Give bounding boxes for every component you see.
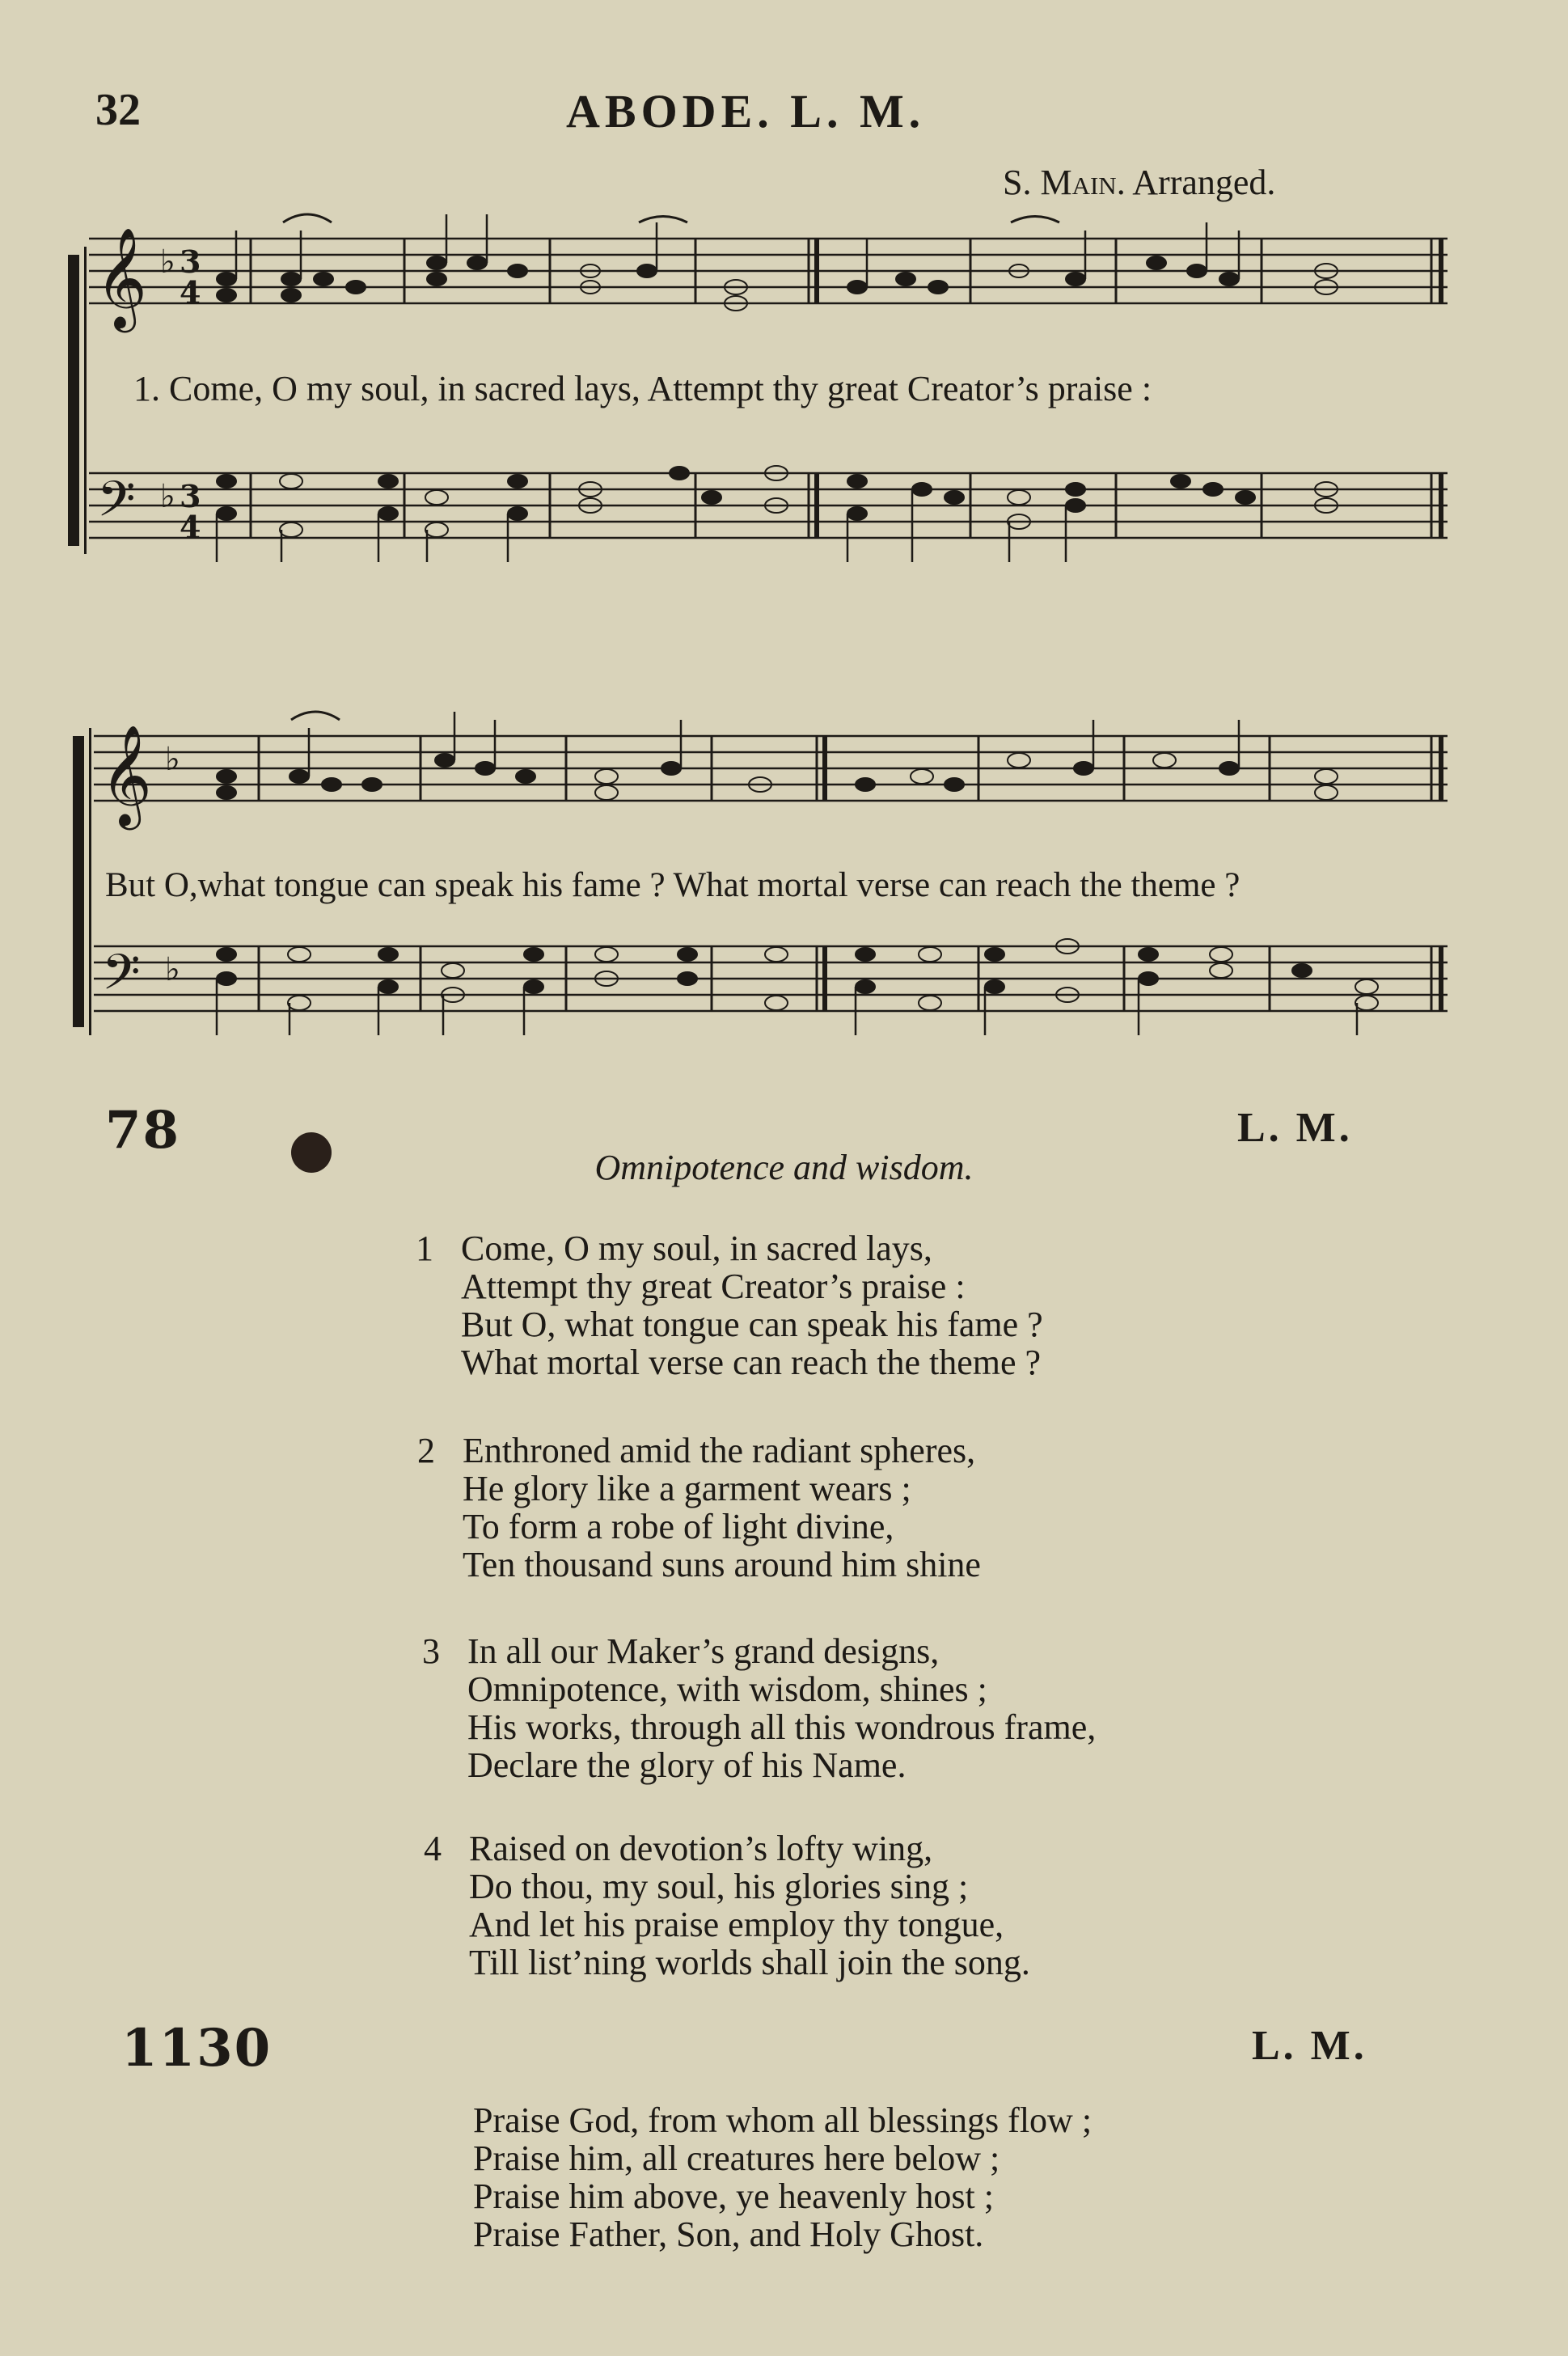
stanza-line: But O, what tongue can speak his fame ? bbox=[461, 1305, 1043, 1344]
tune-title: ABODE. L. M. bbox=[566, 85, 926, 137]
stanza-number: 2 bbox=[417, 1431, 435, 1470]
svg-text:4: 4 bbox=[180, 274, 201, 311]
treble-notes bbox=[217, 753, 1338, 800]
composer-name: S. Main. bbox=[1003, 163, 1126, 202]
stanza-number: 1 bbox=[416, 1229, 433, 1268]
stanza-line: Enthroned amid the radiant spheres, bbox=[463, 1431, 976, 1470]
system-bracket bbox=[73, 728, 91, 1035]
stanza-line: In all our Maker’s grand designs, bbox=[467, 1631, 940, 1671]
stanza-4 bbox=[424, 1829, 1030, 1982]
hymn-number: 78 bbox=[105, 1100, 181, 1161]
stanza-line: What mortal verse can reach the theme ? bbox=[461, 1343, 1042, 1382]
svg-text:𝄞: 𝄞 bbox=[95, 227, 147, 328]
svg-text:♭: ♭ bbox=[165, 951, 180, 988]
svg-text:4: 4 bbox=[180, 509, 201, 545]
svg-text:♭: ♭ bbox=[165, 741, 180, 778]
stanza-line: Ten thousand suns around him shine bbox=[463, 1545, 981, 1584]
bass-notes bbox=[217, 466, 1338, 537]
stanza-line: Declare the glory of his Name. bbox=[467, 1745, 907, 1785]
treble-staff bbox=[94, 736, 1448, 801]
hymn-subtitle: Omnipotence and wisdom. bbox=[594, 1148, 974, 1187]
stanza-2 bbox=[417, 1431, 981, 1584]
system-bracket bbox=[68, 247, 87, 554]
music-system-2 bbox=[65, 704, 1456, 1043]
svg-text:𝄢: 𝄢 bbox=[102, 944, 141, 1013]
svg-text:𝄢: 𝄢 bbox=[97, 471, 136, 540]
svg-text:𝄞: 𝄞 bbox=[100, 725, 152, 826]
stanza-line: Till list’ning worlds shall join the song. bbox=[469, 1943, 1030, 1982]
stanza-line: Praise Father, Son, and Holy Ghost. bbox=[473, 2214, 984, 2254]
bass-stems bbox=[217, 489, 1066, 562]
stanza-line: Do thou, my soul, his glories sing ; bbox=[469, 1867, 969, 1906]
slurs bbox=[291, 704, 485, 720]
hymn-meter: L. M. bbox=[1237, 1105, 1353, 1151]
doxology bbox=[473, 2101, 1092, 2253]
stanza-3 bbox=[422, 1631, 1097, 1785]
stanza-line: And let his praise employ thy tongue, bbox=[469, 1905, 1004, 1944]
music-system-1 bbox=[65, 206, 1456, 562]
slurs bbox=[283, 206, 1237, 222]
stanza-line: To form a robe of light divine, bbox=[463, 1507, 894, 1546]
stanza-line: Praise him, all creatures here below ; bbox=[473, 2138, 1000, 2178]
composer-credit bbox=[1003, 162, 1275, 203]
stanza-number: 3 bbox=[422, 1631, 440, 1671]
stanza-line: Praise him above, ye heavenly host ; bbox=[473, 2176, 994, 2216]
stanza-line: He glory like a garment wears ; bbox=[463, 1469, 911, 1508]
stanza-line: Praise God, from whom all blessings flow ; bbox=[473, 2100, 1093, 2140]
stanza-line: Come, O my soul, in sacred lays, bbox=[461, 1229, 932, 1268]
treble-stems bbox=[236, 214, 1239, 287]
page-number: 32 bbox=[95, 85, 141, 135]
hymn-number: 1130 bbox=[121, 2018, 273, 2079]
stanza-line: Attempt thy great Creator’s praise : bbox=[461, 1267, 966, 1306]
svg-text:3: 3 bbox=[180, 243, 201, 280]
stanza-1 bbox=[416, 1229, 1043, 1382]
svg-text:♭: ♭ bbox=[160, 243, 175, 281]
svg-text:3: 3 bbox=[180, 478, 201, 514]
stanza-line: Omnipotence, with wisdom, shines ; bbox=[467, 1669, 987, 1709]
bass-staff bbox=[89, 473, 1448, 538]
lyrics-line-2: But O,what tongue can speak his fame ? What mortal verse can reach the theme ? bbox=[105, 866, 1240, 904]
stanza-number: 4 bbox=[424, 1829, 442, 1868]
bass-notes bbox=[217, 939, 1378, 1010]
bass-staff bbox=[94, 946, 1448, 1011]
svg-text:♭: ♭ bbox=[160, 478, 175, 515]
hymn-meter: L. M. bbox=[1252, 2023, 1367, 2069]
stanza-line: Raised on devotion’s lofty wing, bbox=[469, 1829, 933, 1868]
composer-note: Arranged. bbox=[1132, 163, 1276, 202]
lyrics-line-1: 1. Come, O my soul, in sacred lays, Attempt thy great Creator’s praise : bbox=[133, 369, 1152, 408]
stanza-line: His works, through all this wondrous frame, bbox=[467, 1707, 1097, 1747]
